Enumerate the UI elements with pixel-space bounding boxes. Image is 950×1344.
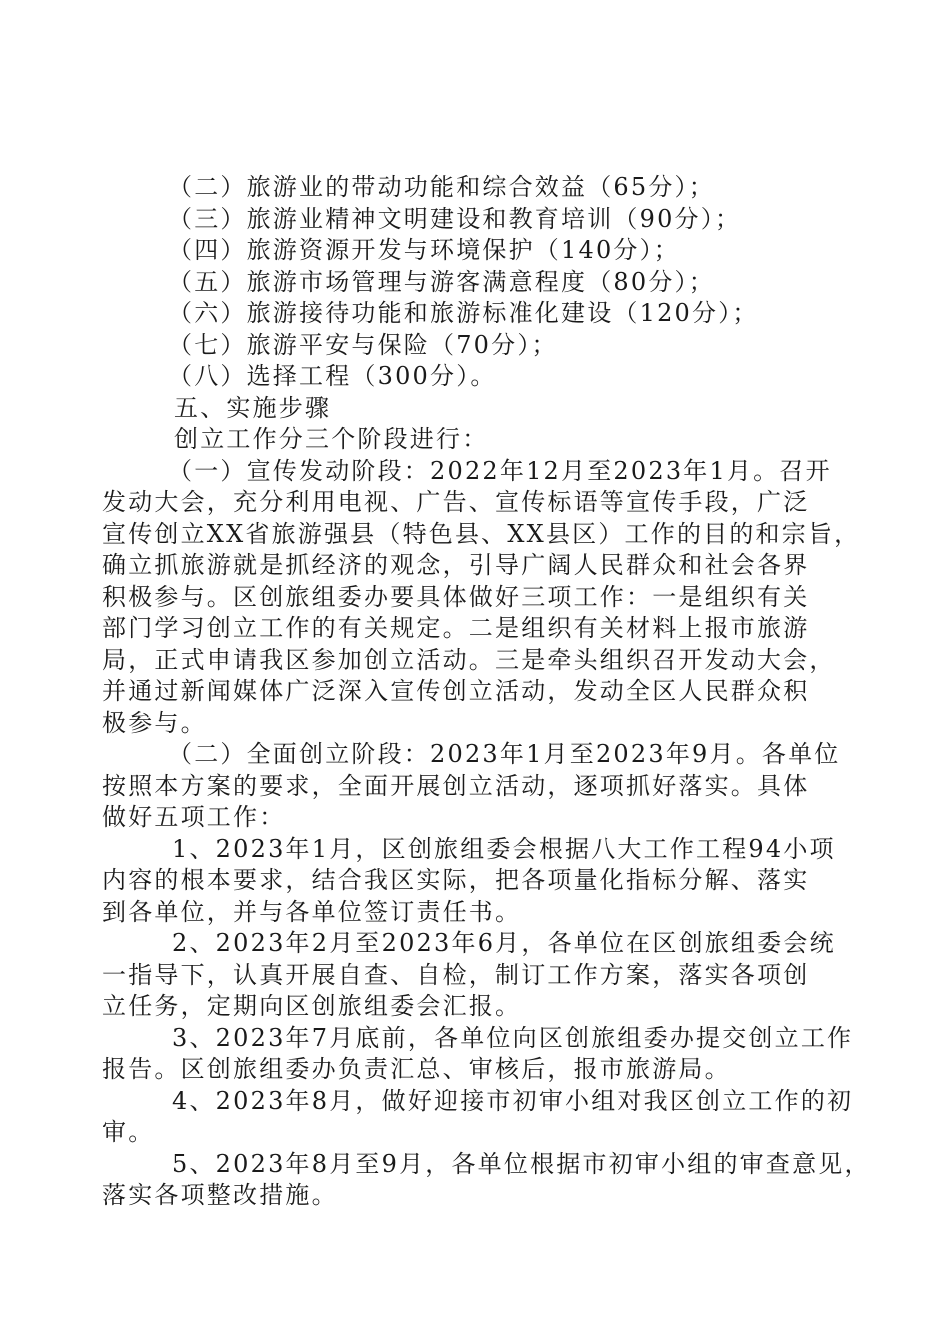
paragraph-line: 1、2023年1月，区创旅组委会根据八大工作工程94小项: [172, 834, 836, 863]
paragraph-line: 5、2023年8月至9月，各单位根据市初审小组的审查意见，: [172, 1149, 871, 1178]
paragraph-line: 4、2023年8月，做好迎接市初审小组对我区创立工作的初: [172, 1086, 854, 1115]
scoring-item-8: （八）选择工程（300分）。: [168, 362, 497, 390]
paragraph-line: 到各单位，并与各单位签订责任书。: [102, 897, 522, 926]
scoring-item-5: （五）旅游市场管理与游客满意程度（80分）；: [168, 267, 715, 296]
paragraph-line: 内容的根本要求，结合我区实际，把各项量化指标分解、落实: [102, 866, 810, 894]
paragraph-line: （二）全面创立阶段：2023年1月至2023年9月。各单位: [168, 740, 841, 768]
paragraph-line: 报告。区创旅组委办负责汇总、审核后，报市旅游局。: [102, 1055, 731, 1083]
paragraph-line: （一）宣传发动阶段：2022年12月至2023年1月。召开: [168, 456, 832, 485]
paragraph-line: 立任务，定期向区创旅组委会汇报。: [102, 992, 522, 1020]
paragraph-line: 做好五项工作：: [102, 803, 286, 831]
paragraph-line: 确立抓旅游就是抓经济的观念，引导广阔人民群众和社会各界: [102, 551, 810, 579]
paragraph-line: 创立工作分三个阶段进行：: [174, 425, 489, 453]
paragraph-line: 宣传创立XX省旅游强县（特色县、XX县区）工作的目的和宗旨，: [102, 519, 861, 548]
paragraph-line: 审。: [102, 1118, 155, 1146]
paragraph-line: 一指导下，认真开展自查、自检，制订工作方案，落实各项创: [102, 960, 810, 989]
section-heading-implementation: 五、实施步骤: [174, 393, 332, 422]
paragraph-line: 并通过新闻媒体广泛深入宣传创立活动，发动全区人民群众积: [102, 677, 810, 705]
paragraph-line: 3、2023年7月底前，各单位向区创旅组委办提交创立工作: [172, 1023, 854, 1052]
scoring-item-7: （七）旅游平安与保险（70分）；: [168, 330, 558, 359]
paragraph-line: 积极参与。区创旅组委办要具体做好三项工作：一是组织有关: [102, 582, 810, 611]
paragraph-line: 发动大会，充分利用电视、广告、宣传标语等宣传手段，广泛: [102, 488, 810, 516]
paragraph-line: 局，正式申请我区参加创立活动。三是牵头组织召开发动大会，: [102, 645, 836, 674]
paragraph-line: 部门学习创立工作的有关规定。二是组织有关材料上报市旅游: [102, 614, 810, 642]
paragraph-line: 极参与。: [102, 708, 207, 737]
scoring-item-6: （六）旅游接待功能和旅游标准化建设（120分）；: [168, 299, 759, 327]
paragraph-line: 2、2023年2月至2023年6月，各单位在区创旅组委会统: [172, 929, 836, 957]
paragraph-line: 按照本方案的要求，全面开展创立活动，逐项抓好落实。具体: [102, 771, 810, 800]
scoring-item-4: （四）旅游资源开发与环境保护（140分）；: [168, 236, 681, 264]
paragraph-line: 落实各项整改措施。: [102, 1181, 338, 1209]
document-body: [102, 172, 871, 1212]
scoring-item-3: （三）旅游业精神文明建设和教育培训（90分）；: [168, 204, 742, 233]
scoring-item-2: （二）旅游业的带动功能和综合效益（65分）；: [168, 173, 715, 201]
